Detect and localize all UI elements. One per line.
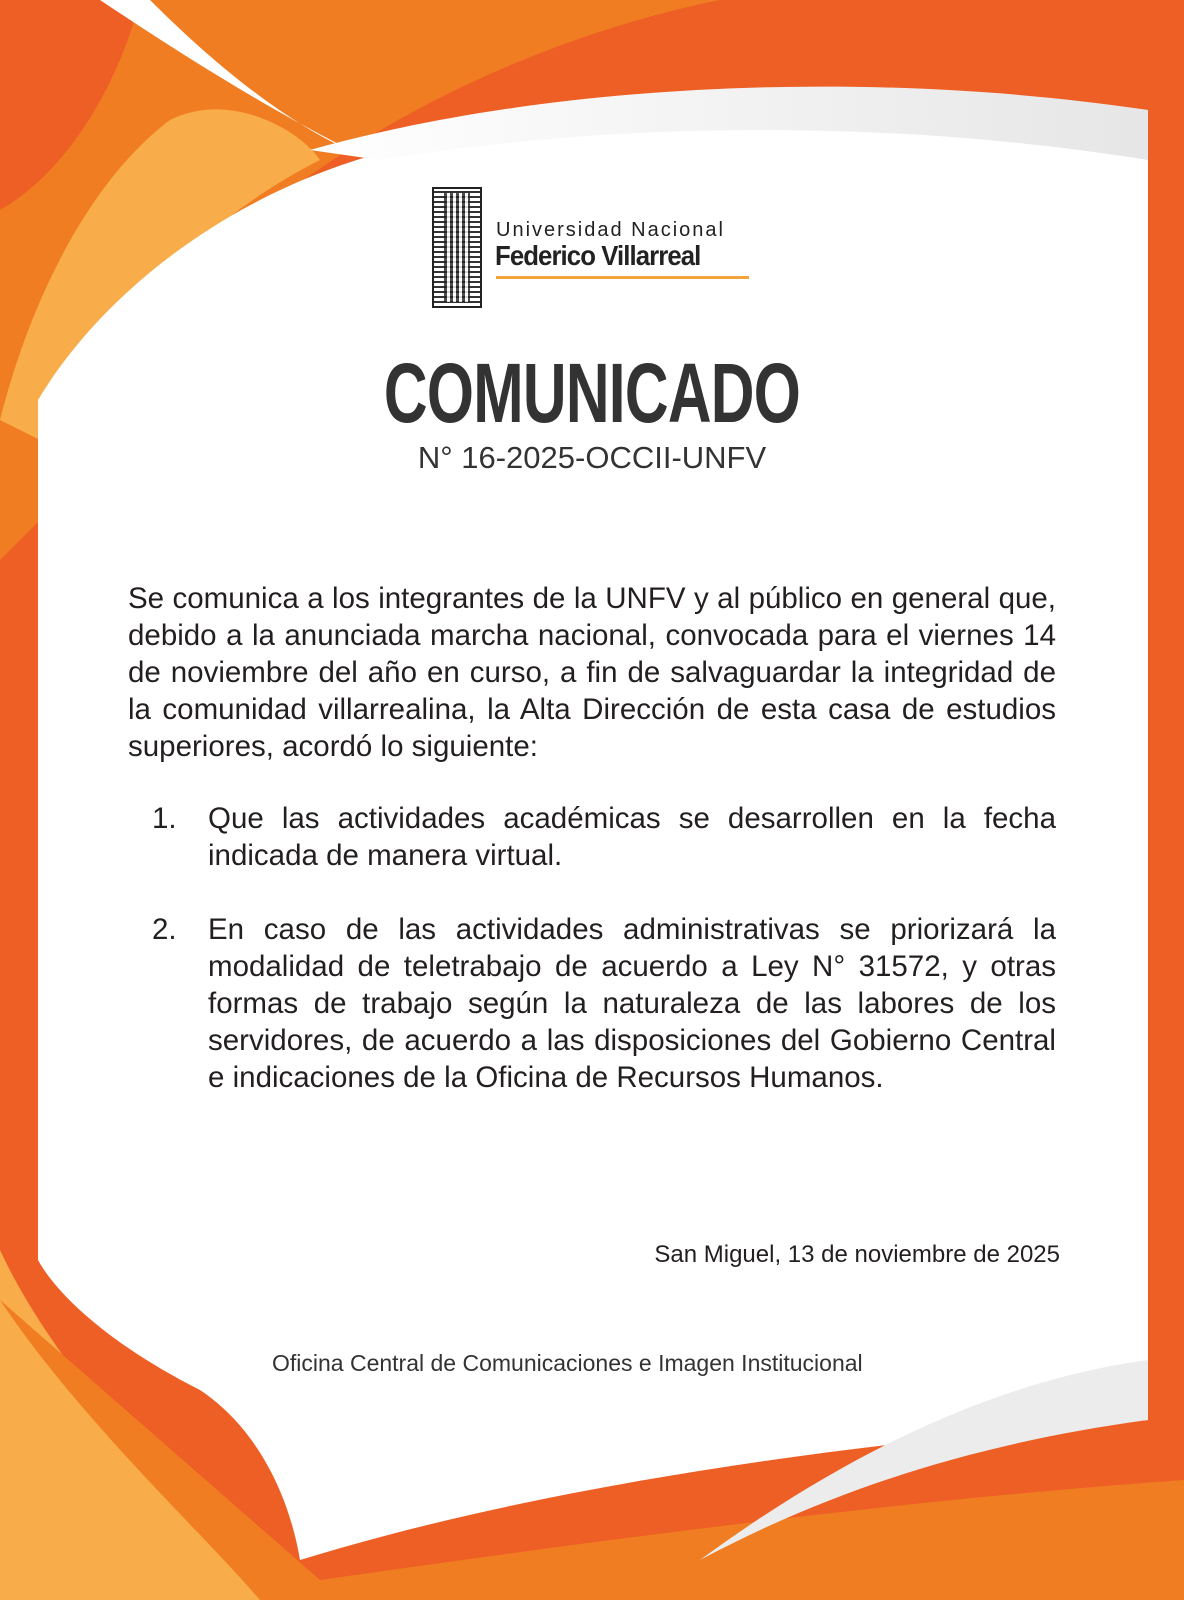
list-text: Que las actividades académicas se desarrollen en la fecha indicada de manera virtual. bbox=[208, 802, 1056, 872]
list-number: 2. bbox=[152, 913, 177, 946]
logo-line2: Federico Villarreal bbox=[495, 240, 701, 271]
university-crest-logo bbox=[432, 187, 482, 308]
page-title: COMUNICADO bbox=[383, 346, 801, 440]
date-line: San Miguel, 13 de noviembre de 2025 bbox=[654, 1241, 1060, 1268]
list-item bbox=[128, 800, 1056, 874]
logo-line1: Universidad Nacional bbox=[496, 219, 725, 241]
intro-paragraph: Se comunica a los integrantes de la UNFV y al público en general que, debido a la anunciada marcha nacional, convocada para el viernes 14 de noviembre del año en curso, a fin de salvaguardar la integridad de la comunidad villarrealina, la Alta Dirección de esta casa de estudios superiores, acordó lo siguiente: bbox=[128, 582, 1056, 763]
document-body bbox=[128, 580, 1056, 1133]
issuing-office: Oficina Central de Comunicaciones e Imagen Institucional bbox=[272, 1350, 863, 1376]
agreement-list bbox=[128, 800, 1056, 1096]
list-number: 1. bbox=[152, 802, 177, 835]
document-number: N° 16-2025-OCCII-UNFV bbox=[417, 440, 767, 475]
logo-underline bbox=[496, 276, 749, 279]
list-item bbox=[128, 911, 1056, 1096]
list-text: En caso de las actividades administrativas se priorizará la modalidad de teletrabajo de acuerdo a Ley N° 31572, y otras formas de trabajo según la naturaleza de las labores de los servidores, de acuerdo a las disposiciones del Gobierno Central e indicaciones de la Oficina de Recursos Humanos. bbox=[208, 913, 1056, 1094]
